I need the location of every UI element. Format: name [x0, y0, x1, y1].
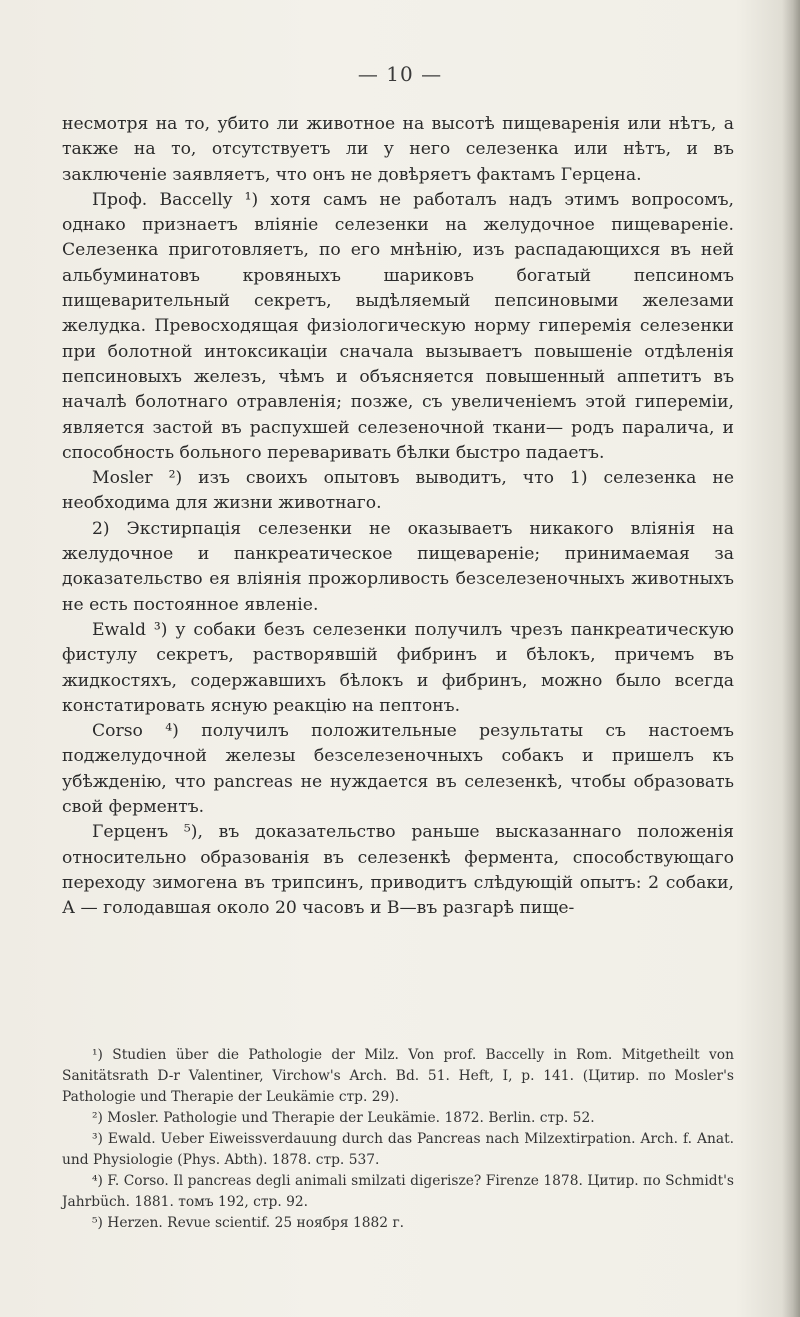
paragraph: Ewald ³) у собаки безъ селезенки получилъ чрезъ панкреатическую фистулу секретъ, растворявшій фибринъ и бѣлокъ, причемъ въ жидкостяхъ, содержавшихъ бѣлокъ и фибринъ, можно было всегда констатировать ясную реакцію на пептонъ. — [62, 619, 734, 716]
paragraph: Corso ⁴) получилъ положительные результаты съ настоемъ поджелудочной железы безселезеночныхъ собакъ и пришелъ къ убѣжденію, что pancreas не нуждается въ селезенкѣ, чтобы образовать свой ферментъ. — [62, 721, 734, 818]
footnote: ³) Ewald. Ueber Eiweissverdauung durch das Pancreas nach Milzextirpation. Arch. f. Anat. und Physiologie (Phys. Abth). 1878. стр. 537. — [62, 1131, 734, 1168]
paragraph: Mosler ²) изъ своихъ опытовъ выводитъ, что 1) селезенка не необходима для жизни животнаго. — [62, 468, 734, 514]
paragraph: несмотря на то, убито ли животное на высотѣ пищеваренія или нѣтъ, а также на то, отсутствуетъ ли у него селезенка или нѣтъ, и въ заключеніе заявляетъ, что онъ не довѣряетъ фактамъ Герцена. — [62, 114, 734, 185]
page-number: — 10 — — [357, 62, 443, 86]
paragraph: Герценъ ⁵), въ доказательство раньше высказаннаго положенія относительно образованія въ селезенкѣ фермента, способствующаго переходу зимогена въ трипсинъ, приводитъ слѣдующій опытъ: 2 собаки, А — голодавшая около 20 часовъ и В—въ разгарѣ пище- — [62, 822, 734, 919]
footnote: ⁴) F. Corso. Il pancreas degli animali smilzati digerisze? Firenze 1878. Цитир. по Schmidt's Jahrbüch. 1881. томъ 192, стр. 92. — [62, 1173, 734, 1210]
main-text — [62, 112, 734, 922]
paragraph: Проф. Baccelly ¹) хотя самъ не работалъ надъ этимъ вопросомъ, однако признаетъ вліяніе селезенки на желудочное пищевареніе. Селезенка приготовляетъ, по его мнѣнію, изъ распадающихся въ ней альбуминатовъ кровяныхъ шариковъ богатый пепсиномъ пищеварительный секретъ, выдѣляемый пепсиновыми железами желудка. Превосходящая физіологическую норму гиперемія селезенки при болотной интоксикаціи сначала вызываетъ повышеніе отдѣленія пепсиновыхъ железъ, чѣмъ и объясняется повышенный аппетитъ въ началѣ болотнаго отравленія; позже, съ увеличеніемъ этой гипереміи, является застой въ распухшей селезеночной ткани— родъ паралича, и способность больного переваривать бѣлки быстро падаетъ. — [62, 189, 734, 463]
footnote: ¹) Studien über die Pathologie der Milz. Von prof. Baccelly in Rom. Mitgetheilt von Sanitätsrath D-r Valentiner, Virchow's Arch. Bd. 51. Heft, I, p. 141. (Цитир. по Mosler's Pathologie und Therapie der Leukämie стр. 29). — [62, 1047, 734, 1105]
footnote: ²) Mosler. Pathologie und Therapie der Leukämie. 1872. Berlin. стр. 52. — [92, 1110, 595, 1126]
footnotes — [62, 1045, 734, 1234]
page-edge-shadow — [782, 0, 800, 1317]
footnote: ⁵) Herzen. Revue scientif. 25 ноября 1882 г. — [92, 1215, 405, 1231]
paragraph: 2) Экстирпація селезенки не оказываетъ никакого вліянія на желудочное и панкреатическое пищевареніе; принимаемая за доказательство ея вліянія прожорливость безселезеночныхъ животныхъ не есть постоянное явленіе. — [62, 518, 734, 615]
